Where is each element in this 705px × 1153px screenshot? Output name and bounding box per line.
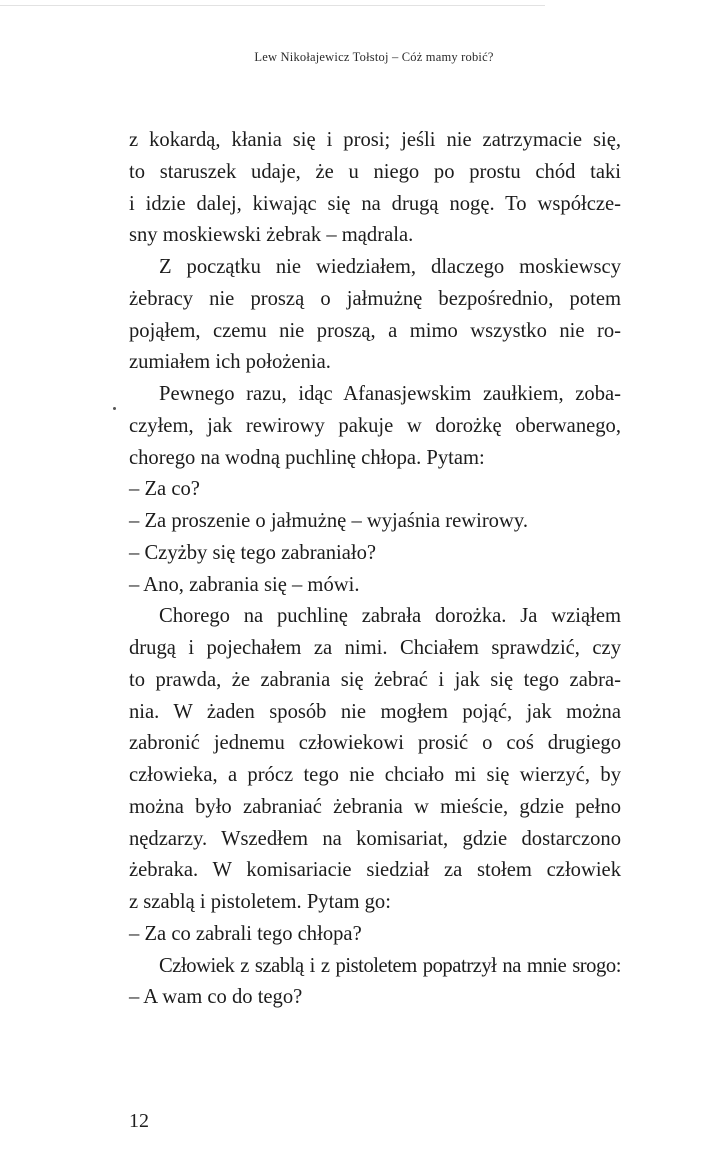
text-line: żebracy nie proszą o jałmużnę bezpośrednio, potem [129, 287, 621, 310]
scan-edge-line [0, 5, 545, 6]
dialogue-line: – A wam co do tego? [129, 986, 303, 1009]
text-line: człowieka, a prócz tego nie chciało mi się wierzyć, by [129, 764, 621, 786]
text-line: to staruszek udaje, że u niego po prostu chód taki [129, 160, 621, 183]
dialogue-line: – Za proszenie o jałmużnę – wyjaśnia rewirowy. [129, 510, 528, 532]
text-line: Z początku nie wiedziałem, dlaczego moskiewscy [159, 256, 621, 278]
text-line: Człowiek z szablą i z pistoletem popatrzył na mnie srogo: [159, 954, 621, 977]
dialogue-line: – Za co? [129, 478, 200, 501]
text-line: można było zabraniać żebrania w mieście, gdzie pełno [129, 795, 621, 818]
text-line: żebraka. W komisariacie siedział za stołem człowiek [129, 859, 621, 882]
scan-speck [113, 407, 116, 410]
text-line: sny moskiewski żebrak – mądrala. [129, 224, 414, 247]
text-line: chorego na wodną puchlinę chłopa. Pytam: [129, 446, 485, 469]
dialogue-line: – Za co zabrali tego chłopa? [129, 922, 362, 945]
text-line: drugą i pojechałem za nimi. Chciałem sprawdzić, czy [129, 637, 621, 659]
page-number: 12 [129, 1110, 149, 1132]
text-line: Pewnego razu, idąc Afanasjewskim zaułkiem, zoba- [159, 383, 621, 405]
dialogue-line: – Czyżby się tego zabraniało? [129, 541, 377, 564]
text-line: nia. W żaden sposób nie mogłem pojąć, jak można [129, 700, 621, 723]
dialogue-line: – Ano, zabrania się – mówi. [129, 573, 360, 596]
running-header: Lew Nikołajewicz Tołstoj – Cóż mamy robić? [254, 50, 494, 64]
text-line: czyłem, jak rewirowy pakuje w dorożkę oberwanego, [129, 414, 621, 437]
text-line: z szablą i pistoletem. Pytam go: [129, 891, 391, 913]
text-line: to prawda, że zabrania się żebrać i jak się tego zabra- [129, 668, 621, 691]
text-line: Chorego na puchlinę zabrała dorożka. Ja wziąłem [159, 605, 621, 628]
text-line: i idzie dalej, kiwając się na drugą nogę. To współcze- [129, 192, 621, 215]
text-line: z kokardą, kłania się i prosi; jeśli nie zatrzymacie się, [129, 129, 621, 151]
text-line: zabronić jednemu człowiekowi prosić o coś drugiego [129, 732, 621, 755]
text-line: nędzarzy. Wszedłem na komisariat, gdzie dostarczono [129, 827, 621, 850]
text-line: pojąłem, czemu nie proszą, a mimo wszystko nie ro- [129, 319, 621, 342]
text-line: zumiałem ich położenia. [129, 351, 331, 374]
body-text [129, 125, 621, 1014]
